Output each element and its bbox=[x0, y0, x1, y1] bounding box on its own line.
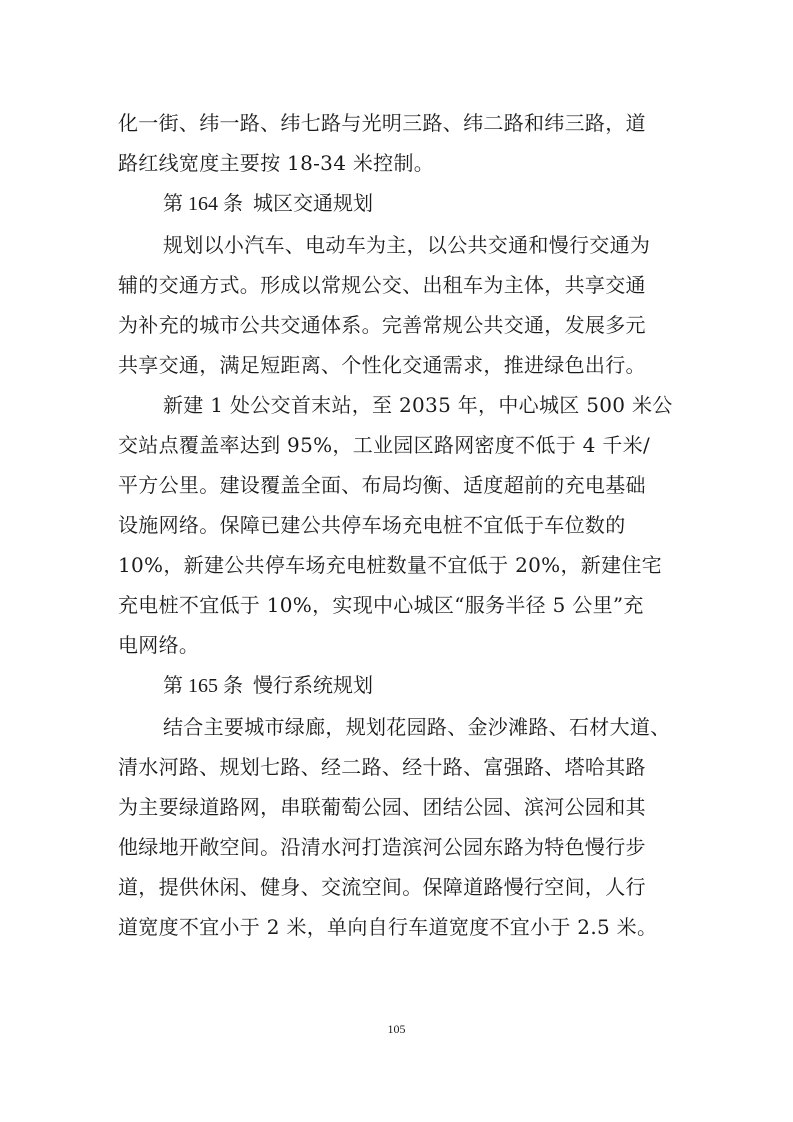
article-title: 慢行系统规划 bbox=[253, 673, 373, 697]
paragraph-line: 化一街、纬一路、纬七路与光明三路、纬二路和纬三路，道 bbox=[118, 111, 646, 135]
paragraph-line: 电网络。 bbox=[118, 633, 200, 657]
paragraph-line: 共享交通，满足短距离、个性化交通需求，推进绿色出行。 bbox=[118, 353, 646, 377]
paragraph-line: 充电桩不宜低于 10%，实现中心城区“服务半径 5 公里”充 bbox=[118, 593, 644, 617]
paragraph-line: 交站点覆盖率达到 95%，工业园区路网密度不低于 4 千米/ bbox=[118, 433, 650, 457]
paragraph-line: 设施网络。保障已建公共停车场充电桩不宜低于车位数的 bbox=[118, 513, 626, 537]
paragraph-line: 路红线宽度主要按 18-34 米控制。 bbox=[118, 151, 435, 175]
paragraph-line: 新建 1 处公交首末站，至 2035 年，中心城区 500 米公 bbox=[163, 393, 673, 417]
article-164-heading bbox=[163, 190, 373, 217]
article-number: 第 165 条 bbox=[163, 675, 243, 697]
paragraph-line: 为主要绿道路网，串联葡萄公园、团结公园、滨河公园和其 bbox=[118, 795, 646, 819]
page-number: 105 bbox=[387, 1022, 406, 1036]
paragraph-line: 为补充的城市公共交通体系。完善常规公共交通，发展多元 bbox=[118, 313, 646, 337]
paragraph-line: 平方公里。建设覆盖全面、布局均衡、适度超前的充电基础 bbox=[118, 473, 646, 497]
paragraph-line: 辅的交通方式。形成以常规公交、出租车为主体，共享交通 bbox=[118, 273, 646, 297]
paragraph-line: 规划以小汽车、电动车为主，以公共交通和慢行交通为 bbox=[163, 233, 651, 257]
article-title: 城区交通规划 bbox=[253, 191, 373, 215]
paragraph-line: 道，提供休闲、健身、交流空间。保障道路慢行空间，人行 bbox=[118, 875, 646, 899]
article-number: 第 164 条 bbox=[163, 193, 243, 215]
paragraph-line: 结合主要城市绿廊，规划花园路、金沙滩路、石材大道、 bbox=[163, 715, 671, 739]
paragraph-line: 他绿地开敞空间。沿清水河打造滨河公园东路为特色慢行步 bbox=[118, 835, 646, 859]
article-165-heading bbox=[163, 672, 373, 699]
paragraph-line: 清水河路、规划七路、经二路、经十路、富强路、塔哈其路 bbox=[118, 755, 646, 779]
paragraph-line: 10%，新建公共停车场充电桩数量不宜低于 20%，新建住宅 bbox=[118, 553, 662, 577]
paragraph-line: 道宽度不宜小于 2 米，单向自行车道宽度不宜小于 2.5 米。 bbox=[118, 915, 658, 939]
